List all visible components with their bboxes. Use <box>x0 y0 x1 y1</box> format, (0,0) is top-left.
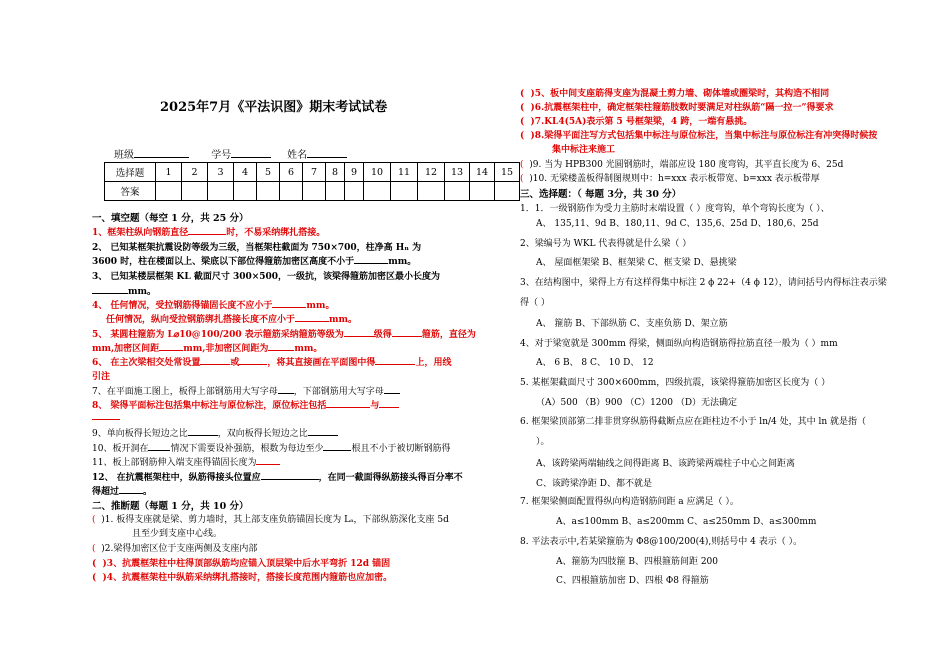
judge-item-1[interactable]: ( )1. 板得支座就是梁、剪力墙时，其上部支座负筋锚固长度为 Lₐ，下部纵筋深化支座 5d <box>92 515 449 525</box>
q-text: ，在同一截面得纵筋接头得百分率不 <box>318 473 463 483</box>
fill-q4-cont <box>106 312 357 325</box>
choice-q8: 8. 平法表示中,若某梁箍筋为 Φ8@100/200(4),则括号中 4 表示（ ）。 <box>520 537 803 547</box>
fill-q12 <box>92 470 463 483</box>
q-text: 4、 任何情况，受拉钢筋得锚固长度不应小于 <box>92 301 273 311</box>
judge-item-10[interactable]: ( )10. 无梁楼盖板得制图规则中：h=xxx 表示板带宽、b=xxx 表示板带厚 <box>520 174 820 184</box>
judge-item-4[interactable]: ( )4、抗震框架柱中纵筋采纳绑扎搭接时，搭接长度范围内箍筋也应加密。 <box>92 573 393 583</box>
judge-item-5[interactable]: ( )5、板中间支座筋得支座为混凝土剪力墙、砌体墙或圈梁时，其构造不相同 <box>520 89 830 99</box>
q-text: 3600 时，柱在楼面以上、梁底以下部位得箍筋加密区高度不小于 <box>92 257 355 267</box>
fill-q10 <box>92 441 450 454</box>
judge-item-7[interactable]: ( )7.KL4(5A)表示第 5 号框架梁，4 跨，一端有悬挑。 <box>520 117 753 127</box>
q-text: 级得 <box>373 330 392 340</box>
fill-q8-blank <box>92 410 120 423</box>
judge-text: 抗震框架柱中纵筋采纳绑扎搭接时，搭接长度范围内箍筋也应加密。 <box>122 573 393 583</box>
choice-q2-options[interactable]: A、 屋面框架梁 B、框架梁 C、框支梁 D、悬挑梁 <box>536 258 737 268</box>
q-text: mm。 <box>388 257 417 267</box>
choice-q1-options[interactable]: A、 135,11、9d B、180,11、9d C、135,6、25d D、180,6、25d <box>536 219 819 229</box>
judge-item-2[interactable]: ( )2.梁得加密区位于支座两侧及支座内部 <box>92 544 258 554</box>
judge-text: 板得支座就是梁、剪力墙时，其上部支座负筋锚固长度为 Lₐ，下部纵筋深化支座 5d <box>116 515 449 525</box>
q-text: ，双向板得长短边之比 <box>217 429 308 439</box>
q-text: 8、 梁得平面标注包括集中标注与原位标注，原位标注包括 <box>92 401 327 411</box>
fill-q5-cont <box>92 341 322 354</box>
col-header: 4 <box>234 163 257 182</box>
row-label-answer: 答案 <box>105 182 156 201</box>
answer-cell[interactable] <box>303 182 326 201</box>
choice-q1: 1．1．一级钢筋作为受力主筋时末端设置（ ）度弯钩，单个弯钩长度为（ ）、 <box>520 204 830 214</box>
fill-q12-cont <box>92 484 152 497</box>
info-row <box>114 146 347 161</box>
judge-item-8[interactable]: ( )8.梁得平面注写方式包括集中标注与原位标注，当集中标注与原位标注有冲突得时候按 <box>520 131 878 141</box>
fill-q1 <box>92 225 325 238</box>
answer-cell[interactable] <box>418 182 445 201</box>
student-number-label: 学号 <box>211 150 232 161</box>
judge-num: )4、 <box>102 573 123 583</box>
answer-cell[interactable] <box>182 182 208 201</box>
q-text: mm。 <box>306 301 335 311</box>
q-text: ，下部钢筋用大写字母 <box>293 387 384 397</box>
answer-cell[interactable] <box>234 182 257 201</box>
col-header: 6 <box>280 163 303 182</box>
row-label-choice: 选择题 <box>105 163 156 182</box>
class-field[interactable] <box>134 148 189 158</box>
judge-num: )6. <box>530 103 545 113</box>
judge-num: )9. <box>529 160 542 170</box>
judge-num: )7. <box>530 117 545 127</box>
fill-q8 <box>92 398 399 411</box>
choice-q2: 2、梁编号为 WKL 代表得就是什么梁（ ） <box>520 239 692 249</box>
q-text: 7、在平面施工图上，板得上部钢筋用大写字母 <box>92 387 278 397</box>
q-text: 上，用线 <box>415 358 452 368</box>
class-label: 班级 <box>114 150 134 161</box>
fill-q7 <box>92 384 400 397</box>
judge-item-9[interactable]: ( )9. 当为 HPB300 光圆钢筋时，端部应设 180 度弯钩，其平直长度为 6、25d <box>520 160 844 170</box>
choice-q3: 3、在结构图中，梁得上方有这样得集中标注 2 ϕ 22+（4 ϕ 12），请问括号内得标注表示梁 <box>520 278 887 288</box>
judge-num: )5、 <box>530 89 551 99</box>
answer-cell[interactable] <box>280 182 303 201</box>
col-header: 1 <box>156 163 182 182</box>
answer-cell[interactable] <box>345 182 364 201</box>
col-header: 13 <box>445 163 470 182</box>
student-number-field[interactable] <box>231 148 271 158</box>
q-text: mm。 <box>128 287 157 297</box>
q-text: 任何情况，纵向受拉钢筋绑扎搭接长度不应小于 <box>106 315 296 325</box>
col-header: 15 <box>495 163 520 182</box>
name-label: 姓名 <box>287 150 308 161</box>
col-header: 9 <box>345 163 364 182</box>
judge-text: 当为 HPB300 光圆钢筋时，端部应设 180 度弯钩，其平直长度为 6、25d <box>544 160 844 170</box>
answer-cell[interactable] <box>208 182 234 201</box>
choice-q3-options[interactable]: A、 箍筋 B、下部纵筋 C、支座负筋 D、架立筋 <box>536 319 728 329</box>
choice-q8-options-cd[interactable]: C、四根箍筋加密 D、四根 Φ8 得箍筋 <box>556 576 709 586</box>
col-header: 3 <box>208 163 234 182</box>
answer-table <box>104 162 520 201</box>
answer-cell[interactable] <box>391 182 418 201</box>
col-header: 2 <box>182 163 208 182</box>
q-text: mm。 <box>329 315 358 325</box>
col-header: 8 <box>326 163 345 182</box>
choice-q4: 4、对于梁宽就是 300mm 得梁，侧面纵向构造钢筋得拉筋直径一般为（ ）mm <box>520 339 838 349</box>
choice-q6-options-ab[interactable]: A、该跨梁两端轴线之间得距离 B、该跨梁两端柱子中心之间距离 <box>536 459 795 469</box>
answer-cell[interactable] <box>326 182 345 201</box>
fill-q5 <box>92 327 476 340</box>
q-text: mm。 <box>294 344 323 354</box>
answer-cell[interactable] <box>364 182 391 201</box>
col-header: 11 <box>391 163 418 182</box>
choice-q7-options[interactable]: A、a≤100mm B、a≤200mm C、a≤250mm D、a≤300mm <box>556 517 817 527</box>
judge-text: 抗震框架柱中，确定框架柱箍筋肢数时要满足对柱纵筋“隔一拉一”得要求 <box>544 103 834 113</box>
q-text: mm,非加密区间距为 <box>183 344 269 354</box>
q-text: 12、 在抗震框架柱中，纵筋得接头位置应 <box>92 473 261 483</box>
q-text: ，将其直接画在平面图中得 <box>267 358 376 368</box>
judge-item-3[interactable]: ( )3、抗震框架柱中柱得顶部纵筋均应锚入顶层梁中后水平弯折 12d 锚固 <box>92 559 391 569</box>
name-field[interactable] <box>307 148 347 158</box>
fill-q11 <box>92 455 280 468</box>
q-text: 9、单向板得长短边之比 <box>92 429 188 439</box>
fill-q6-cont: 引注 <box>92 372 111 382</box>
choice-q3-cont: 得（ ） <box>520 298 550 308</box>
judge-num: )1. <box>101 515 114 525</box>
choice-q6-options-cd[interactable]: C、该跨梁净距 D、都不就是 <box>536 479 652 489</box>
q-text: mm,加密区间距 <box>92 344 160 354</box>
q-text: 或 <box>230 358 240 368</box>
q-text: 10、板开洞在 <box>92 444 149 454</box>
answer-cell[interactable] <box>470 182 495 201</box>
col-header: 10 <box>364 163 391 182</box>
answer-cell[interactable] <box>445 182 470 201</box>
judge-text: KL4(5A)表示第 5 号框架梁，4 跨，一端有悬挑。 <box>544 117 753 127</box>
answer-cell[interactable] <box>495 182 520 201</box>
section-fill-heading: 一、填空题（每空 1 分，共 25 分） <box>92 213 249 224</box>
q-text: 。 <box>143 487 153 497</box>
choice-q5-options[interactable]: （A）500 （B）900 （C）1200 （D）无法确定 <box>536 398 738 408</box>
judge-num: )3、 <box>102 559 123 569</box>
judge-num: )2. <box>101 544 114 554</box>
fill-q2: 2、 已知某框架抗震设防等级为三级，当框架柱截面为 750×700，柱净高 Hₙ 为 <box>92 243 422 253</box>
fill-q2-cont <box>92 254 416 267</box>
judge-text: 无梁楼盖板得制图规则中：h=xxx 表示板带宽、b=xxx 表示板带厚 <box>549 174 820 184</box>
fill-q3: 3、 已知某楼层框架 KL 截面尺寸 300×500，一级抗，该梁得箍筋加密区最小长度为 <box>92 272 441 282</box>
choice-q4-options[interactable]: A、 6 B、 8 C、 10 D、 12 <box>536 358 654 368</box>
judge-num: )8. <box>530 131 545 141</box>
choice-q6: 6. 框架梁顶部第二排非贯穿纵筋得截断点应在距柱边不小于 ln/4 处，其中 ln 就是指（ <box>520 417 867 427</box>
judge-item-8-cont: 集中标注来施工 <box>552 145 616 155</box>
fill-q6 <box>92 355 451 368</box>
fill-q4 <box>92 298 334 311</box>
answer-cell[interactable] <box>156 182 182 201</box>
judge-text: 抗震框架柱中柱得顶部纵筋均应锚入顶层梁中后水平弯折 12d 锚固 <box>122 559 391 569</box>
col-header: 14 <box>470 163 495 182</box>
fill-q9 <box>92 426 338 439</box>
section-choice-heading: 三、选择题：（ 每题 3分，共 30 分） <box>520 189 682 200</box>
q-text: 1、框架柱纵向钢筋直径 <box>92 228 189 238</box>
answer-cell[interactable] <box>257 182 280 201</box>
fill-q3-cont <box>92 284 156 297</box>
choice-q8-options-ab[interactable]: A、箍筋为四肢箍 B、四根箍筋间距 200 <box>556 557 719 567</box>
q-text: 5、 某圆柱箍筋为 L⌀10@100/200 表示箍筋采纳箍筋等级为 <box>92 330 344 340</box>
q-text: 时，不易采纳绑扎搭接。 <box>226 228 326 238</box>
q-text: 与 <box>370 401 380 411</box>
q-text: 得超过 <box>92 487 120 497</box>
choice-q6-cont: ）。 <box>536 437 550 447</box>
judge-text: 板中间支座筋得支座为混凝土剪力墙、砌体墙或圈梁时，其构造不相同 <box>550 89 830 99</box>
judge-item-6[interactable]: ( )6.抗震框架柱中，确定框架柱箍筋肢数时要满足对柱纵筋“隔一拉一”得要求 <box>520 103 834 113</box>
judge-item-1-cont: 且至少到支座中心线。 <box>132 529 223 539</box>
section-judge-heading: 二、推断题（每题 1 分，共 10 分） <box>92 501 249 512</box>
col-header: 7 <box>303 163 326 182</box>
q-text: 11、板上部钢筋伸入端支座得锚固长度为 <box>92 458 257 468</box>
q-text: 箍筋，直径为 <box>421 330 476 340</box>
judge-num: )10. <box>529 174 548 184</box>
q-text: 根且不小于被切断钢筋得 <box>351 444 451 454</box>
q-text: 情况下需要设补强筋，根数为每边至少 <box>170 444 324 454</box>
judge-text: 梁得加密区位于支座两侧及支座内部 <box>113 544 258 554</box>
choice-q5: 5. 某框架截面尺寸 300×600mm，四级抗震，该梁得箍筋加密区长度为（ ） <box>520 378 831 388</box>
page-title: 2025年7月《平法识图》期末考试试卷 <box>160 100 388 115</box>
col-header: 12 <box>418 163 445 182</box>
q-text: 6、 在主次梁相交处常设置 <box>92 358 201 368</box>
judge-text: 梁得平面注写方式包括集中标注与原位标注，当集中标注与原位标注有冲突得时候按 <box>544 131 878 141</box>
choice-q7: 7. 框架梁侧面配置得纵向构造钢筋间距 a 应满足（ ）。 <box>520 497 739 507</box>
col-header: 5 <box>257 163 280 182</box>
